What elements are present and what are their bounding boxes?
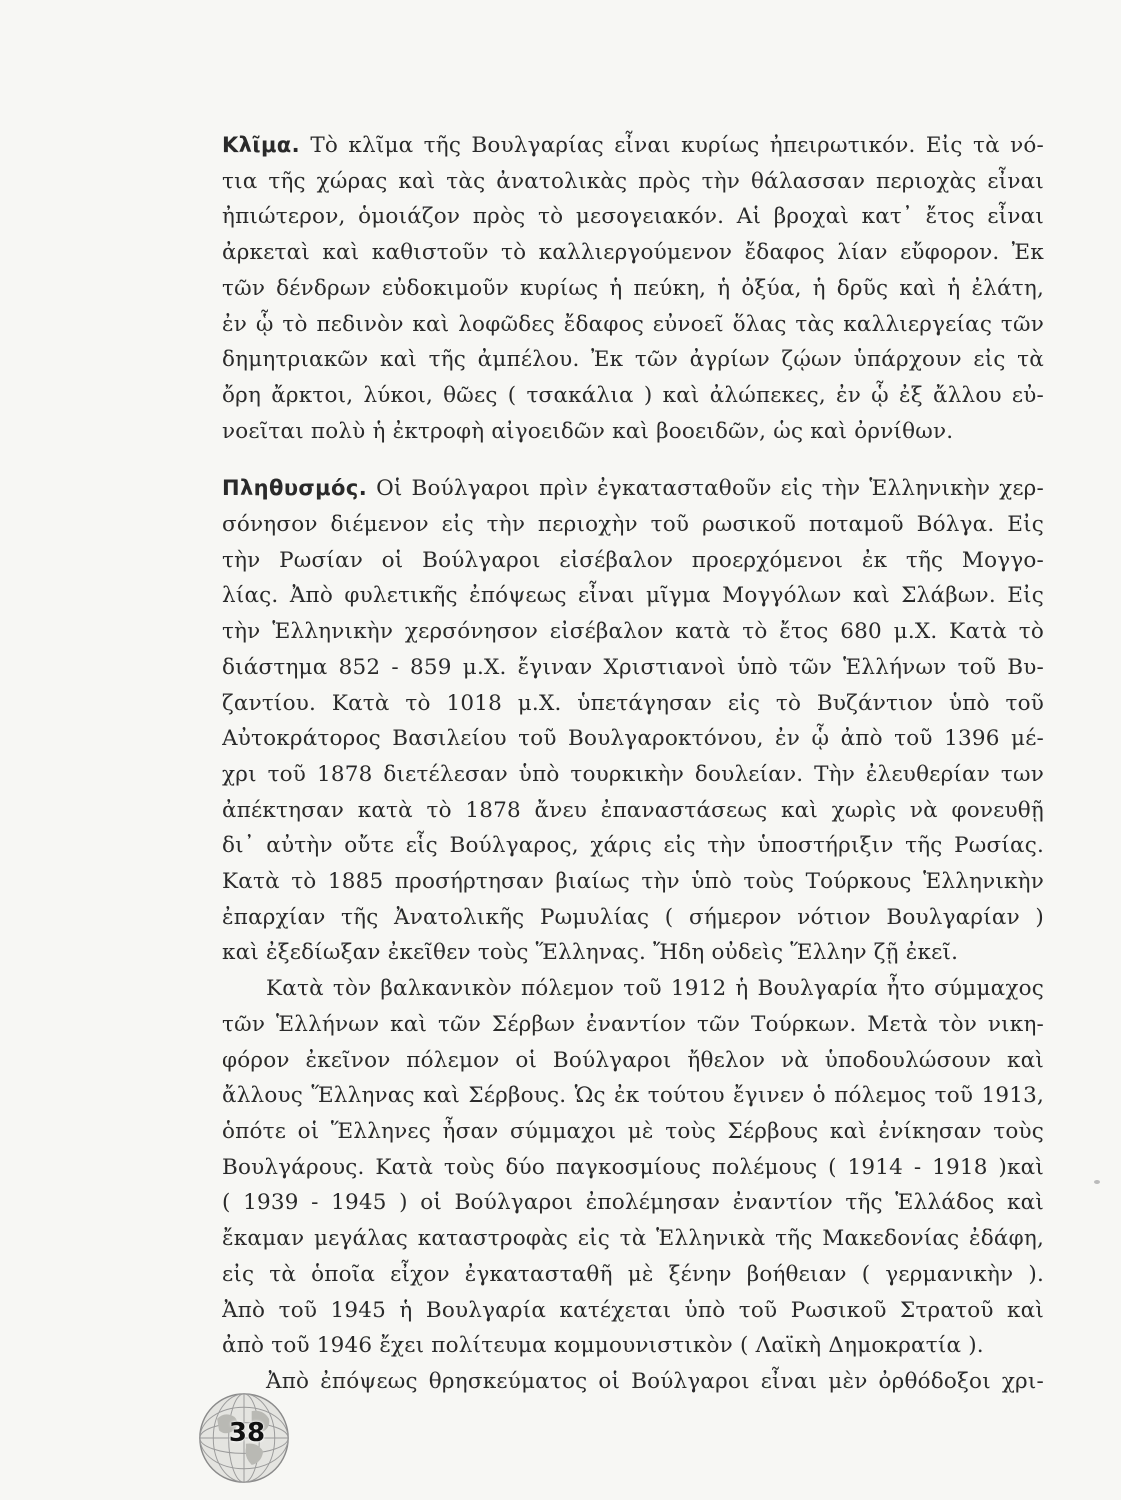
population-line: τὴν Ρωσίαν οἱ Βούλγαροι εἰσέβαλον προερχόμενοι ἐκ τῆς Μογγο-	[222, 547, 1044, 573]
population-para2-line: τῶν Ἑλλήνων καὶ τῶν Σέρβων ἐναντίον τῶν Τούρκων. Μετὰ τὸν νικη-	[222, 1011, 1044, 1037]
climate-line: ἐν ᾧ τὸ πεδινὸν καὶ λοφῶδες ἔδαφος εὐνοεῖ ὅλας τὰς καλλιεργείας τῶν	[222, 311, 1044, 337]
population-para2-line: εἰς τὰ ὁποῖα εἶχον ἐγκατασταθῆ μὲ ξένην βοήθειαν ( γερμανικὴν ).	[222, 1261, 1044, 1287]
population-para2-line: Ἀπὸ τοῦ 1945 ἡ Βουλγαρία κατέχεται ὑπὸ τοῦ Ρωσικοῦ Στρατοῦ καὶ	[222, 1297, 1044, 1323]
page-number: 38	[228, 1418, 266, 1448]
climate-line: νοεῖται πολὺ ἡ ἐκτροφὴ αἰγοειδῶν καὶ βοοειδῶν, ὡς καὶ ὀρνίθων.	[222, 418, 954, 444]
climate-line: δημητριακῶν καὶ τῆς ἀμπέλου. Ἐκ τῶν ἀγρίων ζῴων ὑπάρχουν εἰς τὰ	[222, 347, 1044, 373]
population-para2-line: ἀπὸ τοῦ 1946 ἔχει πολίτευμα κομμουνιστικὸν ( Λαϊκὴ Δημοκρατία ).	[222, 1333, 984, 1359]
climate-line-1: Κλῖμα. Τὸ κλῖμα τῆς Βουλγαρίας εἶναι κυρίως ἠπειρωτικόν. Εἰς τὰ νό-	[222, 133, 1044, 158]
population-line: Κατὰ τὸ 1885 προσήρτησαν βιαίως τὴν ὑπὸ τοὺς Τούρκους Ἑλληνικὴν	[222, 869, 1044, 895]
climate-line: ἠπιώτερον, ὁμοιάζον πρὸς τὸ μεσογειακόν. Αἱ βροχαὶ κατ᾽ ἔτος εἶναι	[222, 204, 1044, 230]
population-para2-line: ἔκαμαν μεγάλας καταστροφὰς εἰς τὰ Ἑλληνικὰ τῆς Μακεδονίας ἐδάφη,	[222, 1226, 1044, 1252]
population-para2-line: Βουλγάρους. Κατὰ τοὺς δύο παγκοσμίους πολέμους ( 1914 - 1918 )καὶ	[222, 1154, 1044, 1180]
population-line: Αὐτοκράτορος Βασιλείου τοῦ Βουλγαροκτόνου, ἐν ᾧ ἀπὸ τοῦ 1396 μέ-	[222, 726, 1044, 752]
population-line: ἀπέκτησαν κατὰ τὸ 1878 ἄνευ ἐπαναστάσεως καὶ χωρὶς νὰ φονευθῇ	[222, 797, 1044, 823]
population-heading: Πληθυσμός.	[222, 476, 368, 501]
section-gap	[222, 449, 1044, 471]
population-line: χρι τοῦ 1878 διετέλεσαν ὑπὸ τουρκικὴν δουλείαν. Τὴν ἐλευθερίαν των	[222, 761, 1044, 787]
population-line: ἐπαρχίαν τῆς Ἀνατολικῆς Ρωμυλίας ( σήμερον νότιον Βουλγαρίαν )	[222, 904, 1044, 930]
population-line: καὶ ἐξεδίωξαν ἐκεῖθεν τοὺς Ἕλληνας. Ἤδη οὐδεὶς Ἕλλην ζῇ ἐκεῖ.	[222, 940, 959, 966]
population-line: λίας. Ἀπὸ φυλετικῆς ἐπόψεως εἶναι μῖγμα Μογγόλων καὶ Σλάβων. Εἰς	[222, 583, 1044, 609]
population-para2-line: ἄλλους Ἕλληνας καὶ Σέρβους. Ὡς ἐκ τούτου ἔγινεν ὁ πόλεμος τοῦ 1913,	[222, 1083, 1044, 1109]
population-para2-line: φόρον ἐκεῖνον πόλεμον οἱ Βούλγαροι ἤθελον νὰ ὑποδουλώσουν καὶ	[222, 1047, 1044, 1073]
population-line-1: Πληθυσμός. Οἱ Βούλγαροι πρὶν ἐγκατασταθοῦν εἰς τὴν Ἑλληνικὴν χερ-	[222, 476, 1044, 502]
climate-line: ὄρη ἄρκτοι, λύκοι, θῶες ( τσακάλια ) καὶ ἀλώπεκες, ἐν ᾧ ἐξ ἄλλου εὐ-	[222, 382, 1044, 408]
population-para2-line: ( 1939 - 1945 ) οἱ Βούλγαροι ἐπολέμησαν ἐναντίον τῆς Ἑλλάδος καὶ	[222, 1190, 1044, 1216]
text-block	[222, 128, 1044, 1400]
population-line: σόνησον διέμενον εἰς τὴν περιοχὴν τοῦ ρωσικοῦ ποταμοῦ Βόλγα. Εἰς	[222, 512, 1044, 538]
population-line: ζαντίου. Κατὰ τὸ 1018 μ.Χ. ὑπετάγησαν εἰς τὸ Βυζάντιον ὑπὸ τοῦ	[222, 690, 1044, 716]
scan-speck	[1094, 1180, 1100, 1184]
population-line: διάστημα 852 - 859 μ.Χ. ἔγιναν Χριστιανοὶ ὑπὸ τῶν Ἑλλήνων τοῦ Βυ-	[222, 654, 1044, 680]
population-para3-line: Ἀπὸ ἐπόψεως θρησκεύματος οἱ Βούλγαροι εἶναι μὲν ὀρθόδοξοι χρι-	[266, 1368, 1044, 1394]
climate-line: ἀρκεταὶ καὶ καθιστοῦν τὸ καλλιεργούμενον ἔδαφος λίαν εὔφορον. Ἐκ	[222, 240, 1044, 266]
population-para2-line: ὁπότε οἱ Ἕλληνες ἦσαν σύμμαχοι μὲ τοὺς Σέρβους καὶ ἐνίκησαν τοὺς	[222, 1118, 1044, 1144]
climate-heading: Κλῖμα.	[222, 133, 301, 157]
population-line: τὴν Ἑλληνικὴν χερσόνησον εἰσέβαλον κατὰ τὸ ἔτος 680 μ.Χ. Κατὰ τὸ	[222, 619, 1044, 645]
climate-line: τια τῆς χώρας καὶ τὰς ἀνατολικὰς πρὸς τὴν θάλασσαν περιοχὰς εἶναι	[222, 168, 1044, 194]
population-para2-line: Κατὰ τὸν βαλκανικὸν πόλεμον τοῦ 1912 ἡ Βουλγαρία ἦτο σύμμαχος	[266, 976, 1044, 1002]
population-line: δι᾽ αὐτὴν οὔτε εἷς Βούλγαρος, χάρις εἰς τὴν ὑποστήριξιν τῆς Ρωσίας.	[222, 833, 1044, 859]
climate-line: τῶν δένδρων εὐδοκιμοῦν κυρίως ἡ πεύκη, ἡ ὀξύα, ἡ δρῦς καὶ ἡ ἐλάτη,	[222, 275, 1044, 301]
